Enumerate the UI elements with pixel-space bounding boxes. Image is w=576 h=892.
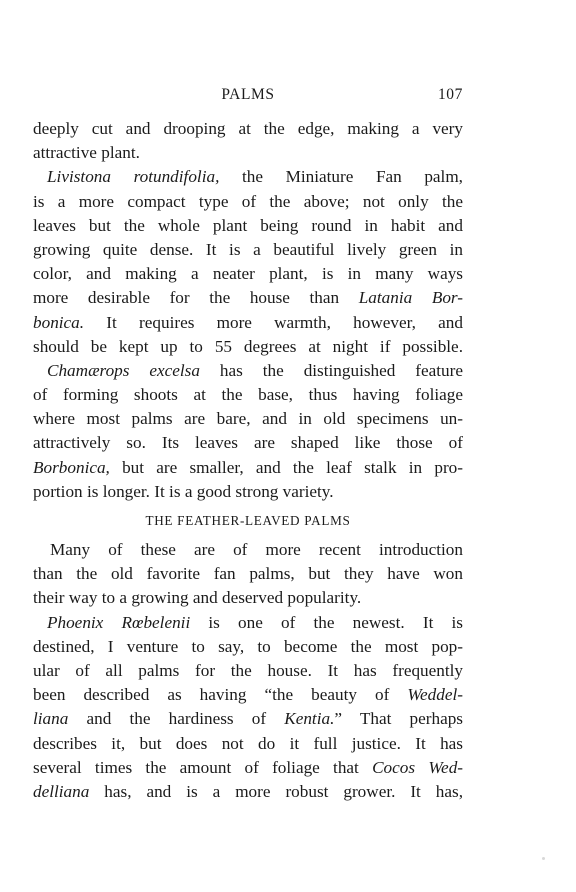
text-run: more desirable for the house than <box>33 288 359 308</box>
text-run: should be kept up to 55 degrees at night if possible. <box>33 336 463 356</box>
text-run: is one of the newest. It is <box>190 612 463 632</box>
text-line <box>33 286 463 310</box>
italic-text: Chamærops excelsa <box>47 360 200 380</box>
text-run: of forming shoots at the base, thus having foliage <box>33 385 463 405</box>
text-run: attractively so. Its leaves are shaped like those of <box>33 433 463 453</box>
text-line <box>33 562 463 586</box>
text-run: than the old favorite fan palms, but they have won <box>33 564 463 584</box>
text-line <box>33 383 463 407</box>
text-run: been described as having “the beauty of <box>33 685 408 705</box>
text-line <box>33 586 463 610</box>
text-line <box>33 538 463 562</box>
text-run: where most palms are bare, and in old specimens un- <box>33 409 463 429</box>
text-line <box>33 262 463 286</box>
text-run: is a more compact type of the above; not only the <box>33 191 463 211</box>
text-line <box>33 756 463 780</box>
text-line <box>33 165 463 189</box>
body-text <box>33 117 463 804</box>
italic-text: delliana <box>33 781 90 801</box>
text-run: their way to a growing and deserved popularity. <box>33 588 362 608</box>
text-run: portion is longer. It is a good strong variety. <box>33 481 334 501</box>
text-run: destined, I venture to say, to become the most pop- <box>33 636 463 656</box>
italic-text: Kentia. <box>284 709 335 729</box>
text-line <box>33 190 463 214</box>
text-run: growing quite dense. It is a beautiful lively green in <box>33 239 463 259</box>
text-line <box>33 311 463 335</box>
text-line <box>33 214 463 238</box>
italic-text: Phoenix Rœbelenii <box>47 612 191 632</box>
italic-text: bonica. <box>33 312 85 332</box>
text-run: deeply cut and drooping at the edge, making a very <box>33 119 463 138</box>
text-run: has the distinguished feature <box>199 360 463 380</box>
italic-text: Livistona rotundifolia, <box>47 167 220 187</box>
text-line <box>33 707 463 731</box>
text-run: Many of these are of more recent introduction <box>50 540 463 559</box>
italic-text: Weddel- <box>407 685 463 705</box>
text-run: several times the amount of foliage that <box>33 757 373 777</box>
running-head <box>33 86 463 110</box>
italic-text: Latania Bor- <box>358 288 463 308</box>
text-line <box>33 238 463 262</box>
text-run: color, and making a neater plant, is in many ways <box>33 264 463 284</box>
italic-text: Cocos Wed- <box>372 757 464 777</box>
text-line <box>33 141 463 165</box>
text-run: and the hardiness of <box>68 709 285 729</box>
text-line <box>33 431 463 455</box>
text-run: leaves but the whole plant being round in habit and <box>33 215 463 235</box>
text-line <box>33 659 463 683</box>
text-line <box>33 611 463 635</box>
text-run: describes it, but does not do it full justice. It has <box>33 733 463 753</box>
text-line <box>33 635 463 659</box>
italic-text: liana <box>33 709 69 729</box>
text-run: ular of all palms for the house. It has frequently <box>33 660 463 680</box>
page-number: 107 <box>437 86 463 103</box>
text-line <box>33 456 463 480</box>
text-run: It requires more warmth, however, and <box>84 312 463 332</box>
text-run: has, and is a more robust grower. It has, <box>89 781 463 801</box>
text-line <box>33 359 463 383</box>
text-run: but are smaller, and the leaf stalk in pro- <box>109 457 463 477</box>
text-line <box>33 335 463 359</box>
text-line <box>33 480 463 504</box>
text-run: attractive plant. <box>33 143 140 163</box>
paper-speck <box>542 857 545 860</box>
text-line <box>33 683 463 707</box>
text-line <box>33 732 463 756</box>
section-heading: THE FEATHER-LEAVED PALMS <box>145 513 351 528</box>
italic-text: Borbonica, <box>33 457 110 477</box>
running-title: PALMS <box>221 86 275 103</box>
text-run: ” That perhaps <box>334 709 463 729</box>
text-line <box>33 117 463 141</box>
text-run: the Miniature Fan palm, <box>219 167 463 187</box>
text-line <box>33 780 463 804</box>
text-line <box>33 407 463 431</box>
